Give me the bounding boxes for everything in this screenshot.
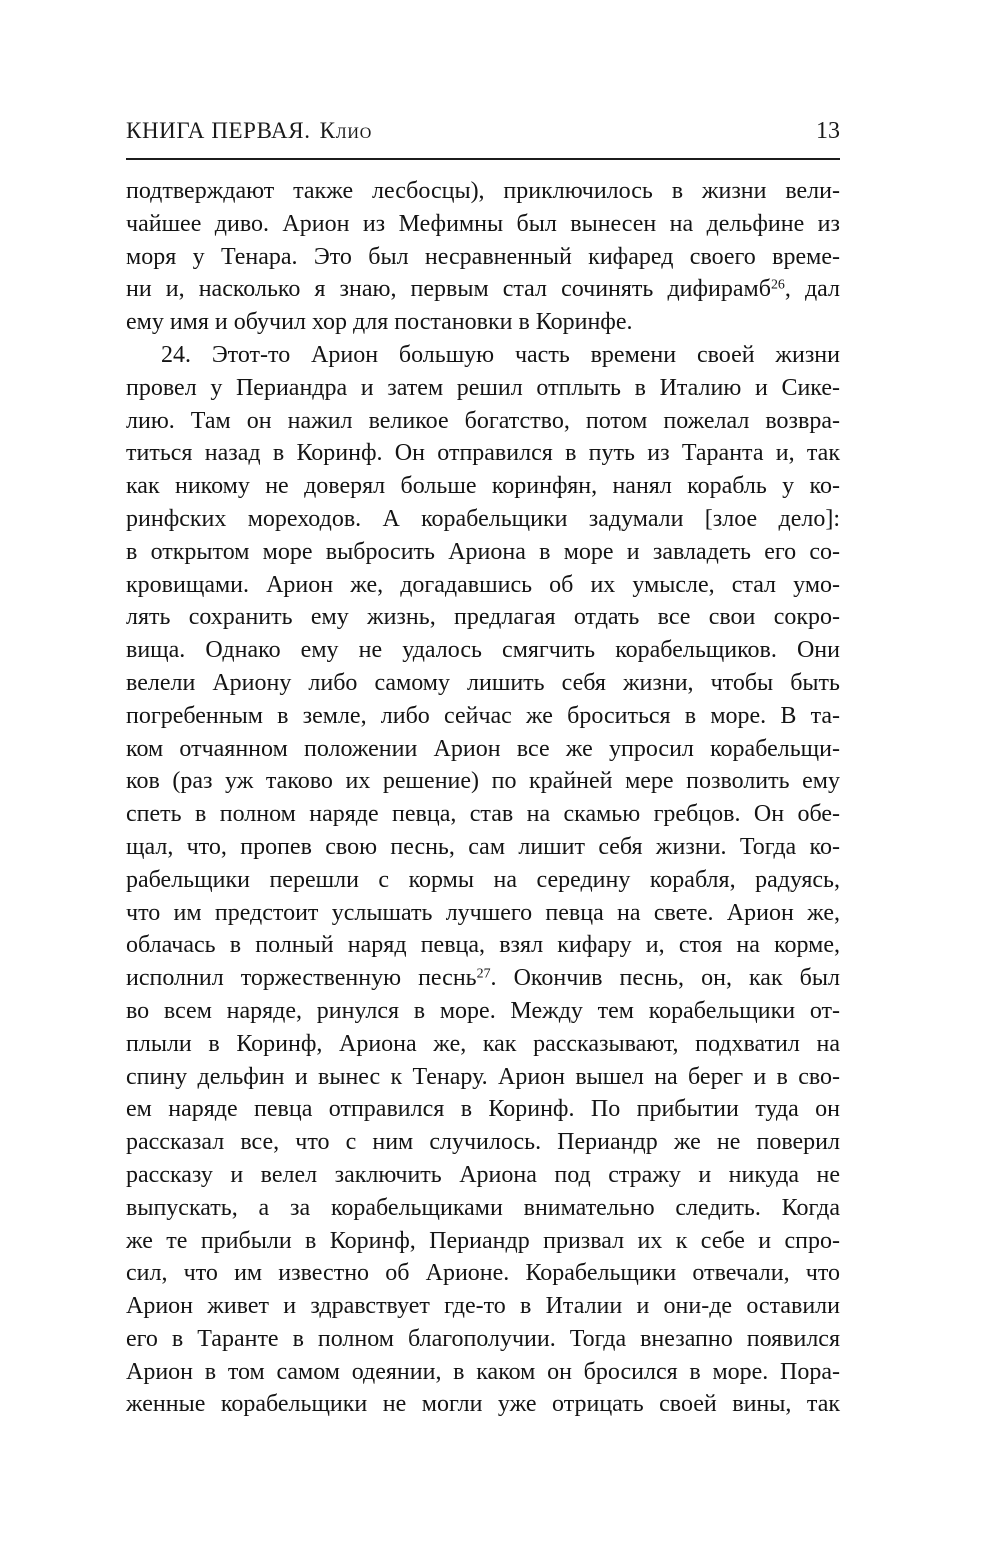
- text-line: выпускать, а за корабельщиками внимательно следить. Когда: [126, 1194, 840, 1221]
- header-rule: [126, 158, 840, 160]
- text-line: во всем наряде, ринулся в море. Между тем корабельщики от-: [126, 997, 840, 1024]
- text-line: [126, 962, 840, 995]
- page-header: [126, 118, 840, 145]
- text-line: Арион в том самом одеянии, в каком он бросился в море. Пора-: [126, 1358, 840, 1385]
- page-content: [126, 118, 840, 1421]
- text-line: моря у Тенара. Это был несравненный кифаред своего време-: [126, 243, 840, 270]
- text-line: рабельщики перешли с кормы на середину корабля, радуясь,: [126, 866, 840, 893]
- text-line: облачась в полный наряд певца, взял кифару и, стоя на корме,: [126, 932, 840, 959]
- text-segment: ни и, насколько я знаю, первым стал сочинять дифирамб: [126, 276, 771, 303]
- footnote-reference: 26: [770, 277, 785, 293]
- text-segment: , дал: [784, 276, 840, 303]
- text-line: его в Таранте в полном благополучии. Тогда внезапно появился: [126, 1325, 840, 1352]
- page-number: 13: [816, 118, 840, 144]
- text-line: же те прибыли в Коринф, Периандр призвал их к себе и спро-: [126, 1227, 840, 1254]
- text-line: что им предстоит услышать лучшего певца на свете. Арион же,: [126, 899, 840, 926]
- paragraph: [126, 175, 840, 339]
- text-line: кровищами. Арион же, догадавшись об их умысле, стал умо-: [126, 571, 840, 598]
- text-line: вища. Однако ему не удалось смягчить корабельщиков. Они: [126, 637, 840, 664]
- text-line: титься назад в Коринф. Он отправился в путь из Таранта и, так: [126, 440, 840, 467]
- text-line: чайшее диво. Арион из Мефимны был вынесен на дельфине из: [126, 210, 840, 237]
- text-line: провел у Периандра и затем решил отплыть в Италию и Сике-: [126, 374, 840, 401]
- text-segment: исполнил торжественную песнь: [126, 965, 477, 992]
- text-line: лию. Там он нажил великое богатство, потом пожелал возвра-: [126, 407, 840, 434]
- text-line: [126, 273, 840, 306]
- text-line: спеть в полном наряде певца, став на скамью гребцов. Он обе-: [126, 801, 840, 828]
- text-line: лять сохранить ему жизнь, предлагая отдать все свои сокро-: [126, 604, 840, 631]
- text-line: женные корабельщики не могли уже отрицать своей вины, так: [126, 1391, 840, 1418]
- text-line: Арион живет и здравствует где-то в Италии и они-де оставили: [126, 1293, 840, 1320]
- text-line: ков (раз уж таково их решение) по крайней мере позволить ему: [126, 768, 840, 795]
- text-segment: . Окончив песнь, он, как был: [490, 965, 840, 992]
- text-line: погребенным в земле, либо сейчас же броситься в море. В та-: [126, 702, 840, 729]
- text-line: ринфских мореходов. А корабельщики задумали [злое дело]:: [126, 505, 840, 532]
- footnote-reference: 27: [476, 966, 491, 982]
- text-line: рассказу и велел заключить Ариона под стражу и никуда не: [126, 1161, 840, 1188]
- text-line: щал, что, пропев свою песнь, сам лишит себя жизни. Тогда ко-: [126, 833, 840, 860]
- page-body: [126, 175, 840, 1421]
- text-line: спину дельфин и вынес к Тенару. Арион вышел на берег и в сво-: [126, 1063, 840, 1090]
- text-line: подтверждают также лесбосцы), приключилось в жизни вели-: [126, 178, 840, 204]
- text-line: ем наряде певца отправился в Коринф. По прибытии туда он: [126, 1096, 840, 1123]
- text-line: ему имя и обучил хор для постановки в Коринфе.: [126, 309, 633, 336]
- chapter-title: Клио: [319, 118, 373, 143]
- text-line: сил, что им известно об Арионе. Корабельщики отвечали, что: [126, 1260, 840, 1287]
- book-title: КНИГА ПЕРВАЯ.: [126, 118, 311, 143]
- text-line: 24. Этот-то Арион большую часть времени своей жизни: [161, 341, 840, 368]
- text-line: в открытом море выбросить Ариона в море и завладеть его со-: [126, 538, 840, 565]
- text-line: рассказал все, что с ним случилось. Периандр же не поверил: [126, 1129, 840, 1156]
- running-title: [126, 118, 372, 144]
- paragraph: [126, 339, 840, 1421]
- text-line: плыли в Коринф, Ариона же, как рассказывают, подхватил на: [126, 1030, 840, 1057]
- text-line: велели Ариону либо самому лишить себя жизни, чтобы быть: [126, 669, 840, 696]
- text-line: ком отчаянном положении Арион все же упросил корабельщи-: [126, 735, 840, 762]
- text-line: как никому не доверял больше коринфян, нанял корабль у ко-: [126, 473, 840, 500]
